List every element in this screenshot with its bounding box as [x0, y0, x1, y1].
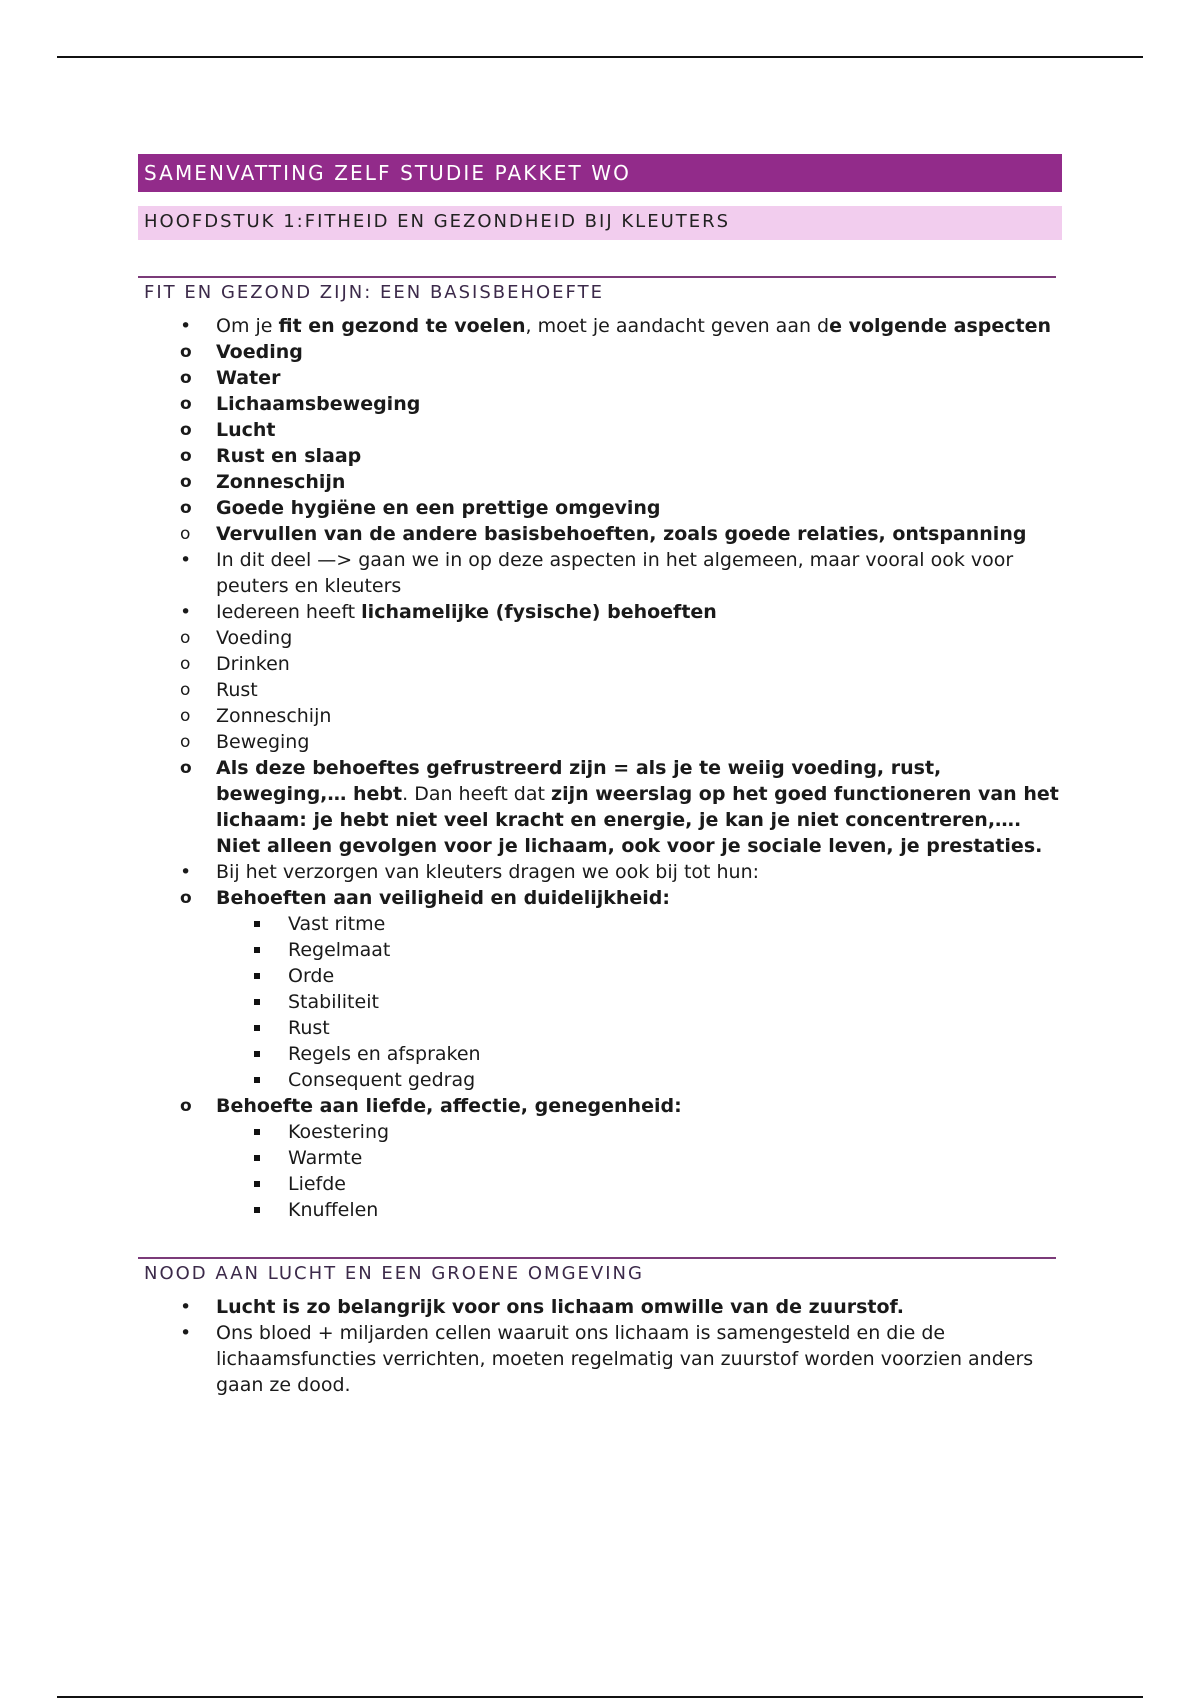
bullet-icon: • — [180, 601, 192, 623]
sub-list-item: o Water — [180, 367, 281, 389]
sub-sub-list-item: Stabiliteit — [288, 989, 1062, 1015]
circle-bullet-icon: o — [180, 446, 192, 466]
sub-list-item: o Voeding — [180, 627, 293, 649]
page-bottom-rule — [57, 1696, 1143, 1698]
sub-list-item: o Behoefte aan liefde, affectie, genegenheid: Koestering Warmte Liefde Knuffelen — [216, 1093, 1062, 1223]
sub-list — [180, 885, 1062, 1223]
circle-bullet-icon: o — [180, 472, 192, 492]
circle-bullet-icon: o — [180, 654, 191, 674]
square-bullet-icon — [254, 1025, 260, 1031]
sub-sub-list — [216, 1119, 1062, 1223]
sub-sub-list-item: Koestering — [288, 1119, 1062, 1145]
circle-bullet-icon: o — [180, 524, 191, 544]
bullet-icon: • — [180, 315, 192, 337]
sub-list-item: o Lichaamsbeweging — [180, 393, 421, 415]
circle-bullet-icon: o — [180, 342, 192, 362]
sub-sub-list-item: Warmte — [288, 1145, 1062, 1171]
list-item: • Ons bloed + miljarden cellen waaruit ons lichaam is samengesteld en die de lichaamsfuncties verrichten, moeten regelmatig van zuurstof worden voorzien anders gaan ze dood. — [180, 1322, 1034, 1396]
sub-list-item: o Zonneschijn — [180, 471, 346, 493]
sub-list-item: o Lucht — [180, 419, 276, 441]
square-bullet-icon — [254, 947, 260, 953]
sub-list — [180, 339, 1062, 547]
square-bullet-icon — [254, 1207, 260, 1213]
list-item: • Om je fit en gezond te voelen, moet je aandacht geven aan de volgende aspecten o Voeding o Water o Lichaamsbeweging o Lucht o Rust en slaap o Zonneschijn o Goede hygiëne en een prettige omgeving o Vervullen van de andere basisbehoeften, zoals goede relaties, ontspanning — [138, 313, 1062, 547]
document-title: SAMENVATTING ZELF STUDIE PAKKET WO — [138, 154, 1062, 192]
circle-bullet-icon: o — [180, 680, 191, 700]
list-item: • In dit deel —> gaan we in op deze aspecten in het algemeen, maar vooral ook voor peuters en kleuters — [180, 549, 1014, 597]
section1-list — [138, 313, 1062, 1223]
sub-sub-list-item: Rust — [288, 1015, 1062, 1041]
sub-sub-list-item: Vast ritme — [288, 911, 1062, 937]
circle-bullet-icon: o — [180, 628, 191, 648]
square-bullet-icon — [254, 921, 260, 927]
bullet-icon: • — [180, 861, 192, 883]
sub-list-item: o Behoeften aan veiligheid en duidelijkheid: Vast ritme Regelmaat Orde Stabiliteit Rust Regels en afspraken Consequent gedrag — [216, 885, 1062, 1093]
section-heading: FIT EN GEZOND ZIJN: EEN BASISBEHOEFTE — [138, 276, 1056, 303]
sub-list-item: o Zonneschijn — [180, 705, 332, 727]
sub-list-item: o Goede hygiëne en een prettige omgeving — [180, 497, 661, 519]
sub-sub-list-item: Knuffelen — [288, 1197, 1062, 1223]
sub-list-item: o Als deze behoeftes gefrustreerd zijn = als je te weiig voeding, rust, beweging,… hebt. Dan heeft dat zijn weerslag op het goed functioneren van het lichaam: je hebt niet veel kracht en energie, je kan je niet concentreren,…. Niet alleen gevolgen voor je lichaam, ook voor je sociale leven, je prestaties. — [180, 757, 1059, 857]
section-heading: NOOD AAN LUCHT EN EEN GROENE OMGEVING — [138, 1257, 1056, 1284]
bullet-icon: • — [180, 1322, 192, 1344]
list-item: • Bij het verzorgen van kleuters dragen we ook bij tot hun: o Behoeften aan veiligheid en duidelijkheid: Vast ritme Regelmaat Orde Stabiliteit Rust Regels en afspraken Consequent gedrag o Behoefte aan liefde, affectie, genegenheid: Koestering Warmte Liefde Knuffelen — [138, 859, 1062, 1223]
sub-sub-list — [216, 911, 1062, 1093]
square-bullet-icon — [254, 1051, 260, 1057]
circle-bullet-icon: o — [180, 888, 192, 908]
sub-list-item: o Vervullen van de andere basisbehoeften, zoals goede relaties, ontspanning — [180, 523, 1027, 545]
circle-bullet-icon: o — [180, 706, 191, 726]
sub-sub-list-item: Regels en afspraken — [288, 1041, 1062, 1067]
circle-bullet-icon: o — [180, 498, 192, 518]
list-item: • Lucht is zo belangrijk voor ons lichaam omwille van de zuurstof. — [180, 1296, 904, 1318]
sub-sub-list-item: Orde — [288, 963, 1062, 989]
sub-list-item: o Rust en slaap — [180, 445, 362, 467]
square-bullet-icon — [254, 1077, 260, 1083]
circle-bullet-icon: o — [180, 420, 192, 440]
square-bullet-icon — [254, 1155, 260, 1161]
circle-bullet-icon: o — [180, 1096, 192, 1116]
bullet-icon: • — [180, 549, 192, 571]
bullet-icon: • — [180, 1296, 192, 1318]
sub-list-item: o Drinken — [180, 653, 290, 675]
list-item: • Iedereen heeft lichamelijke (fysische) behoeften o Voeding o Drinken o Rust o Zonneschijn o Beweging o Als deze behoeftes gefrustreerd zijn = als je te weiig voeding, rust, beweging,… hebt. Dan heeft dat zijn weerslag op het goed functioneren van het lichaam: je hebt niet veel kracht en energie, je kan je niet concentreren,…. Niet alleen gevolgen voor je lichaam, ook voor je sociale leven, je prestaties. — [138, 599, 1062, 859]
sub-list — [180, 625, 1062, 859]
square-bullet-icon — [254, 999, 260, 1005]
circle-bullet-icon: o — [180, 758, 192, 778]
circle-bullet-icon: o — [180, 394, 192, 414]
circle-bullet-icon: o — [180, 732, 191, 752]
circle-bullet-icon: o — [180, 368, 192, 388]
sub-sub-list-item: Regelmaat — [288, 937, 1062, 963]
sub-sub-list-item: Liefde — [288, 1171, 1062, 1197]
square-bullet-icon — [254, 1129, 260, 1135]
sub-list-item: o Rust — [180, 679, 258, 701]
chapter-heading: HOOFDSTUK 1:FITHEID EN GEZONDHEID BIJ KLEUTERS — [138, 206, 1062, 240]
sub-sub-list-item: Consequent gedrag — [288, 1067, 1062, 1093]
square-bullet-icon — [254, 973, 260, 979]
sub-list-item: o Beweging — [180, 731, 310, 753]
page-top-rule — [57, 56, 1143, 58]
document-body — [138, 154, 1062, 1398]
section2-list — [138, 1294, 1062, 1398]
square-bullet-icon — [254, 1181, 260, 1187]
sub-list-item: o Voeding — [180, 341, 303, 363]
